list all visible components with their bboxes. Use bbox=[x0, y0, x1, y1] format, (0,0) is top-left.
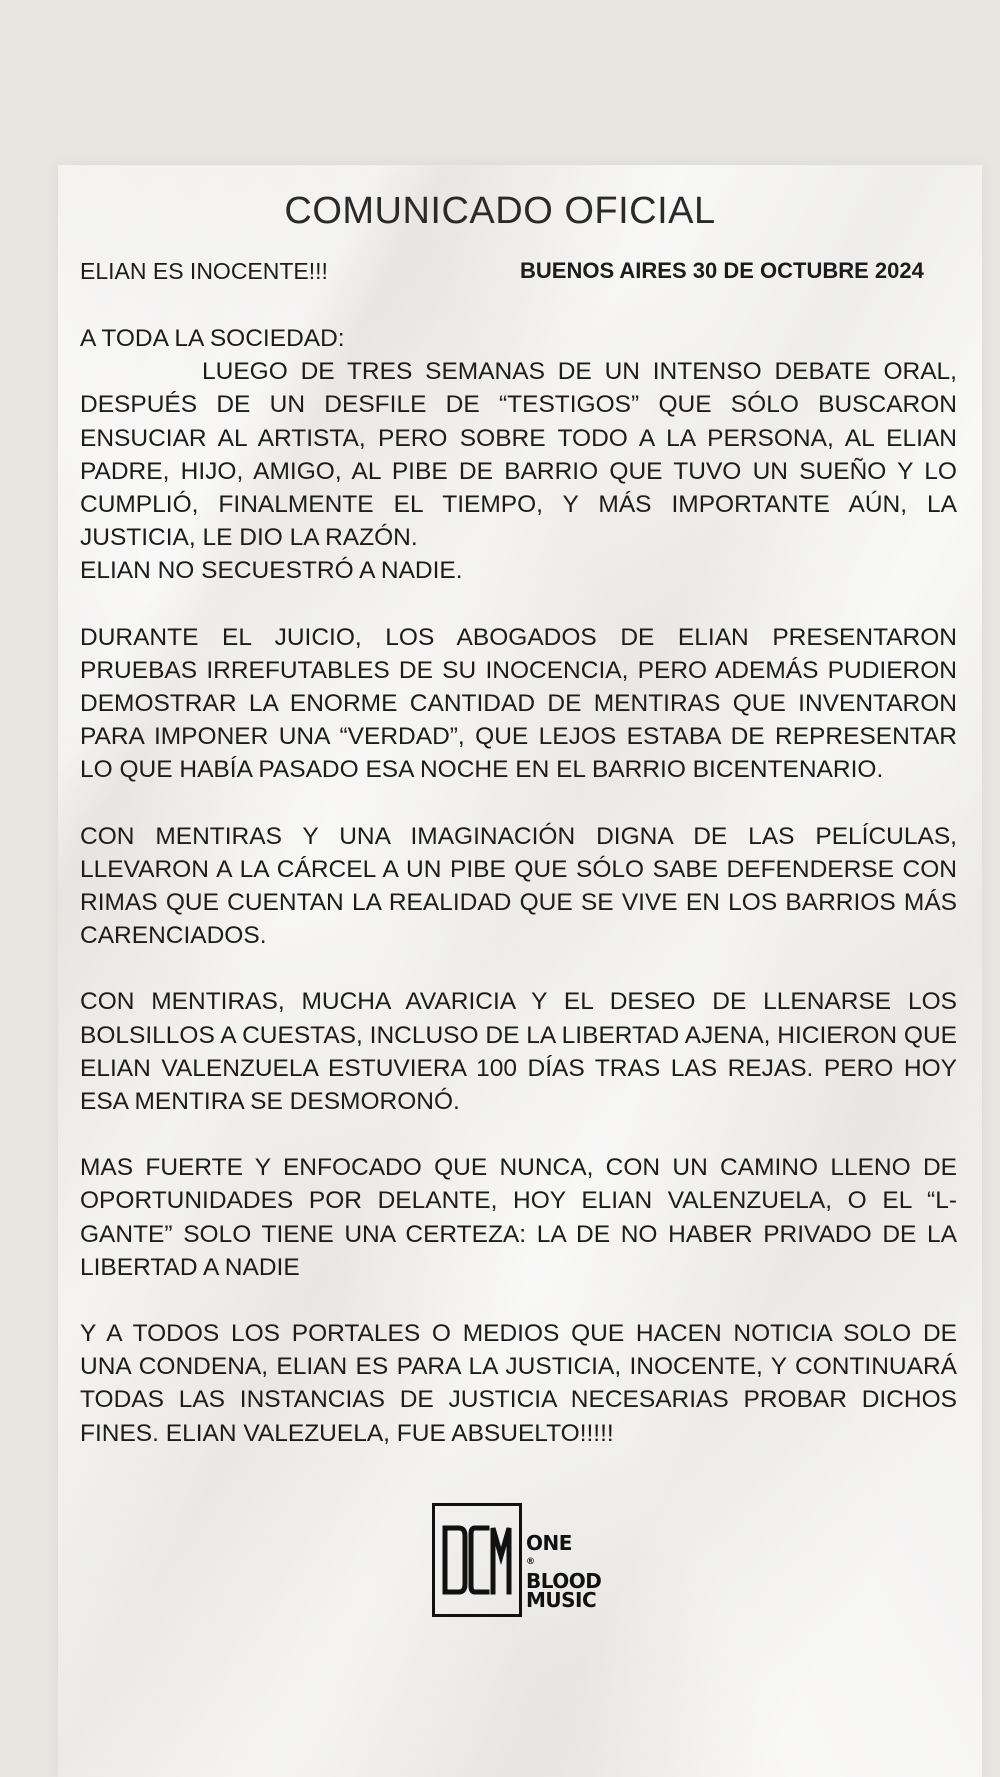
document-title: COMUNICADO OFICIAL bbox=[284, 190, 716, 232]
paragraph-4: CON MENTIRAS Y UNA IMAGINACIÓN DIGNA DE LAS PELÍCULAS, LLEVARON A LA CÁRCEL A UN PIBE QUE SÓLO SABE DEFENDERSE CON RIMAS QUE CUENTAN LA REALIDAD QUE SE VIVE EN LOS BARRIOS MÁS CARENCIADOS. bbox=[80, 822, 957, 950]
paragraph-6: MAS FUERTE Y ENFOCADO QUE NUNCA, CON UN CAMINO LLENO DE OPORTUNIDADES POR DELANTE, HOY ELIAN VALENZUELA, O EL “L-GANTE” SOLO TIENE UNA CERTEZA: LA DE NO HABER PRIVADO DE LA LIBERTAD A NADIE bbox=[80, 1154, 957, 1281]
paragraph-2: ELIAN NO SECUESTRÓ A NADIE. bbox=[80, 557, 463, 585]
paragraph-3: DURANTE EL JUICIO, LOS ABOGADOS DE ELIAN PRESENTARON PRUEBAS IRREFUTABLES DE SU INOCENCIA, PERO ADEMÁS PUDIERON DEMOSTRAR LA ENORME CANTIDAD DE MENTIRAS QUE INVENTARON PARA IMPONER UNA “VERDAD”, QUE LEJOS ESTABA DE REPRESENTAR LO QUE HABÍA PASADO ESA NOCHE EN EL BARRIO BICENTENARIO. bbox=[80, 623, 957, 784]
paragraph-5: CON MENTIRAS, MUCHA AVARICIA Y EL DESEO DE LLENARSE LOS BOLSILLOS A CUESTAS, INCLUSO DE LA LIBERTAD AJENA, HICIERON QUE ELIAN VALENZUELA ESTUVIERA 100 DÍAS TRAS LAS REJAS. PERO HOY ESA MENTIRA SE DESMORONÓ. bbox=[80, 988, 957, 1116]
obm-monogram-logo-icon bbox=[432, 1503, 522, 1617]
headline: ELIAN ES INOCENTE!!! bbox=[80, 258, 328, 284]
salutation: A TODA LA SOCIEDAD: bbox=[80, 325, 345, 352]
paragraph-7: Y A TODOS LOS PORTALES O MEDIOS QUE HACEN NOTICIA SOLO DE UNA CONDENA, ELIAN ES PARA LA JUSTICIA, INOCENTE, Y CONTINUARÁ TODAS LAS INSTANCIAS DE JUSTICIA NECESARIAS PROBAR DICHOS FINES. ELIAN VALEZUELA, FUE ABSUELTO!!!!! bbox=[80, 1320, 957, 1447]
one-blood-music-wordmark: ONE ® BLOOD MUSIC bbox=[526, 1531, 602, 1612]
paragraph-1: LUEGO DE TRES SEMANAS DE UN INTENSO DEBATE ORAL, DESPUÉS DE UN DESFILE DE “TESTIGOS” QUE SÓLO BUSCARON ENSUCIAR AL ARTISTA, PERO SOBRE TODO A LA PERSONA, AL ELIAN PADRE, HIJO, AMIGO, AL PIBE DE BARRIO QUE TUVO UN SUEÑO Y LO CUMPLIÓ, FINALMENTE EL TIEMPO, Y MÁS IMPORTANTE AÚN, LA JUSTICIA, LE DIO LA RAZÓN. bbox=[80, 358, 957, 552]
document-body bbox=[80, 322, 957, 1450]
place-date: BUENOS AIRES 30 DE OCTUBRE 2024 bbox=[520, 258, 924, 283]
